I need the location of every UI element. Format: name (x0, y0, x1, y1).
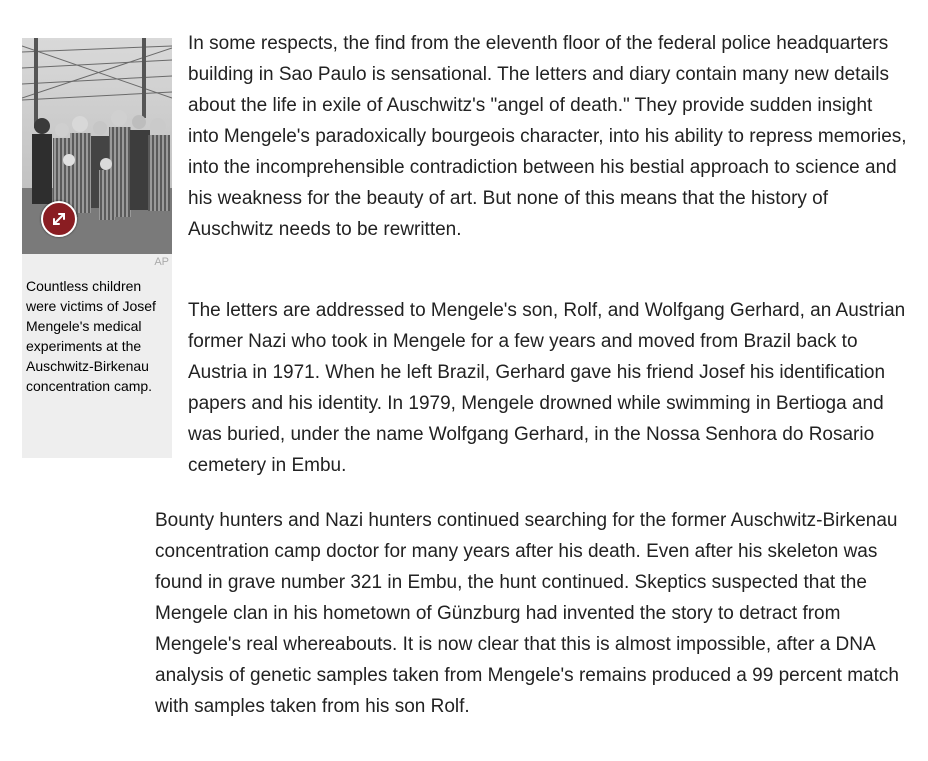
photo-caption: Countless children were victims of Josef Mengele's medical experiments at the Auschwitz-Birkenau concentration camp. (26, 278, 156, 394)
expand-arrows-icon (50, 210, 68, 228)
article-paragraph: Bounty hunters and Nazi hunters continued searching for the former Auschwitz-Birkenau concentration camp doctor for many years after his death. Even after his skeleton was found in grave number 321 in Embu, the hunt continued. Skeptics suspected that the Mengele clan in his hometown of Günzburg had invented the story to detract from Mengele's real whereabouts. It is now clear that this is almost impossible, after a DNA analysis of genetic samples taken from Mengele's remains produced a 99 percent match with samples taken from his son Rolf. (155, 510, 899, 717)
photo-children-camp[interactable] (22, 38, 172, 254)
photo-credit: AP (154, 256, 169, 268)
article-paragraph: In some respects, the find from the eleventh floor of the federal police headquarters building in Sao Paulo is sensational. The letters and diary contain many new details about the life in exile of Auschwitz's "angel of death." They provide sudden insight into Mengele's paradoxically bourgeois character, into his ability to repress memories, into the incomprehensible contradiction between his bestial approach to science and his weakness for the beauty of art. But none of this means that the history of Auschwitz needs to be rewritten. (188, 33, 907, 240)
enlarge-photo-button[interactable] (41, 201, 77, 237)
photo-figure (22, 38, 172, 458)
article-paragraph: The letters are addressed to Mengele's son, Rolf, and Wolfgang Gerhard, an Austrian former Nazi who took in Mengele for a few years and moved from Brazil back to Austria in 1971. When he left Brazil, Gerhard gave his friend Josef his identification papers and his identity. In 1979, Mengele drowned while swimming in Bertioga and was buried, under the name Wolfgang Gerhard, in the Nossa Senhora do Rosario cemetery in Embu. (188, 300, 906, 476)
